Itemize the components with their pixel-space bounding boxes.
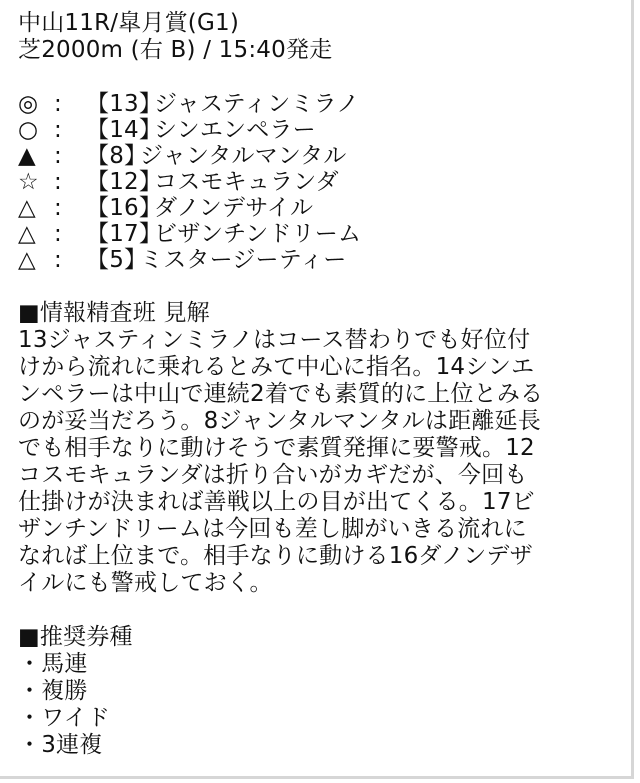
horse-number: 【17】 bbox=[86, 221, 163, 247]
horse-number: 【5】 bbox=[86, 247, 148, 273]
pick-row bbox=[18, 195, 618, 221]
pick-row bbox=[18, 169, 618, 195]
horse-number: 【8】 bbox=[86, 143, 148, 169]
horse-name: ダノンデサイル bbox=[154, 195, 314, 221]
pick-colon: : bbox=[54, 117, 62, 143]
analysis-line: ンペラーは中山で連続2着でも素質的に上位とみる bbox=[18, 381, 544, 407]
hoshi-mark: ☆ bbox=[18, 169, 39, 195]
bet-type-item: ・複勝 bbox=[18, 678, 88, 704]
spacer bbox=[18, 597, 618, 624]
horse-name: ジャンタルマンタル bbox=[140, 143, 347, 169]
horse-number: 【16】 bbox=[86, 195, 163, 221]
analysis-line: 仕掛けが決まれば善戦以上の目が出てくる。17ビ bbox=[18, 489, 535, 515]
race-title: 中山11R/皐月賞(G1) bbox=[18, 10, 239, 36]
analysis-line: のが妥当だろう。8ジャンタルマンタルは距離延長 bbox=[18, 408, 541, 434]
horse-name: ミスタージーティー bbox=[140, 247, 347, 273]
analysis-body bbox=[18, 327, 618, 597]
race-info: 芝2000m (右 B) / 15:40発走 bbox=[18, 37, 333, 63]
analysis-line: コスモキュランダは折り合いがカギだが、今回も bbox=[18, 462, 528, 488]
taikou-mark: ○ bbox=[18, 117, 39, 143]
analysis-line: けから流れに乗れるとみて中心に指名。14シンエ bbox=[18, 354, 535, 380]
bet-type-item: ・ワイド bbox=[18, 705, 111, 731]
pick-colon: : bbox=[54, 221, 62, 247]
bet-type-item: ・馬連 bbox=[18, 651, 88, 677]
picks-list bbox=[18, 91, 618, 273]
analysis-line: でも相手なりに動けそうで素質発揮に要警戒。12 bbox=[18, 435, 535, 461]
spacer bbox=[18, 273, 618, 300]
pick-row bbox=[18, 117, 618, 143]
prediction-card bbox=[18, 10, 618, 759]
horse-name: ジャスティンミラノ bbox=[154, 91, 360, 117]
horse-number: 【12】 bbox=[86, 169, 163, 195]
pick-colon: : bbox=[54, 195, 62, 221]
pick-colon: : bbox=[54, 143, 62, 169]
horse-number: 【13】 bbox=[86, 91, 163, 117]
analysis-line: イルにも警戒しておく。 bbox=[18, 570, 273, 596]
recommend-heading: ■推奨券種 bbox=[18, 624, 133, 650]
recommend-list bbox=[18, 651, 618, 759]
pick-row bbox=[18, 143, 618, 169]
pick-row bbox=[18, 247, 618, 273]
pick-row bbox=[18, 91, 618, 117]
pick-colon: : bbox=[54, 169, 62, 195]
renshita-mark: △ bbox=[18, 195, 36, 221]
pick-row bbox=[18, 221, 618, 247]
analysis-line: ザンチンドリームは今回も差し脚がいきる流れに bbox=[18, 516, 527, 542]
horse-name: ビザンチンドリーム bbox=[154, 221, 362, 247]
pick-colon: : bbox=[54, 247, 62, 273]
bet-type-item: ・3連複 bbox=[18, 732, 103, 758]
horse-name: コスモキュランダ bbox=[154, 169, 339, 195]
renshita-mark: △ bbox=[18, 221, 36, 247]
renshita-mark: △ bbox=[18, 247, 36, 273]
analysis-heading: ■情報精査班 見解 bbox=[18, 300, 210, 326]
tanana-mark: ▲ bbox=[18, 143, 36, 169]
horse-name: シンエンペラー bbox=[154, 117, 316, 143]
pick-colon: : bbox=[54, 91, 62, 117]
analysis-line: 13ジャスティンミラノはコース替わりでも好位付 bbox=[18, 327, 531, 353]
analysis-line: なれば上位まで。相手なりに動ける16ダノンデザ bbox=[18, 543, 533, 569]
spacer bbox=[18, 64, 618, 91]
horse-number: 【14】 bbox=[86, 117, 163, 143]
honmei-mark: ◎ bbox=[18, 91, 39, 117]
